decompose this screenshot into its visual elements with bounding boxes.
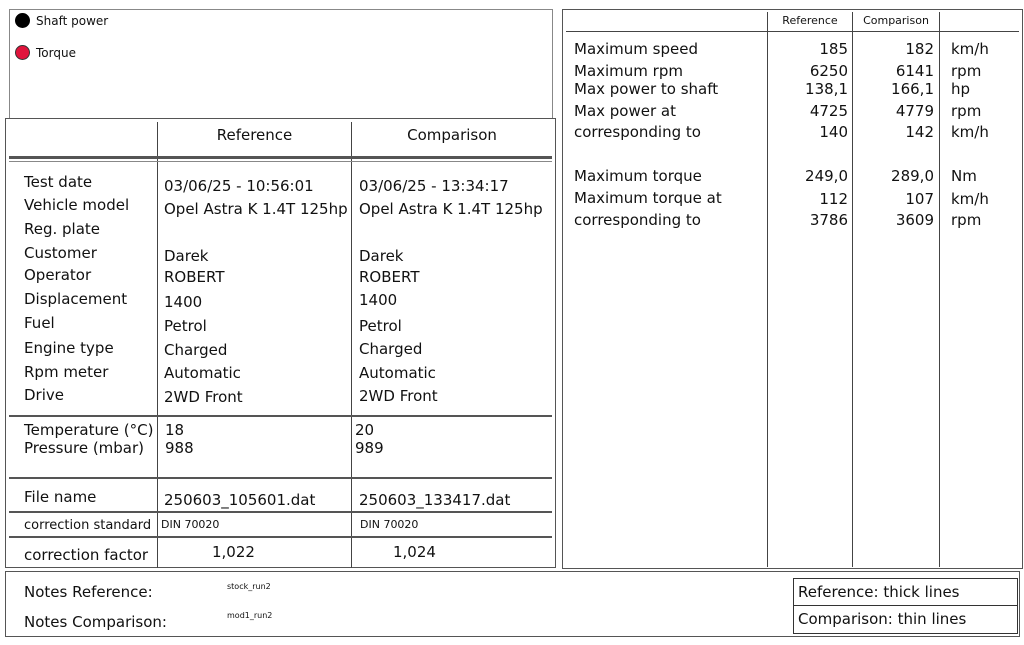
ref-correction-factor: 1,022	[212, 543, 255, 561]
file-name-label: File name	[24, 488, 97, 506]
info-header-reference: Reference	[216, 126, 293, 144]
result-cmp-power-at: 4779	[895, 102, 934, 120]
field-label-operator: Operator	[24, 266, 92, 284]
info-col-divider-2	[351, 122, 352, 568]
result-label-max-rpm: Maximum rpm	[574, 62, 683, 80]
result-cmp-max-speed: 182	[905, 40, 934, 58]
ref-file-name: 250603_105601.dat	[164, 491, 316, 509]
result-ref-max-power: 138,1	[805, 80, 848, 98]
result-ref-torque-at: 112	[819, 190, 848, 208]
ref-pressure: 988	[165, 439, 194, 457]
result-unit-power-speed: km/h	[951, 123, 989, 141]
field-label-vehicle-model: Vehicle model	[24, 196, 130, 214]
info-divider-factor	[9, 536, 552, 538]
info-divider-file	[9, 477, 552, 479]
info-header-rule-thin	[9, 161, 552, 162]
ref-vehicle-model: Opel Astra K 1.4T 125hp	[164, 200, 348, 218]
result-label-max-speed: Maximum speed	[574, 40, 698, 58]
notes-comparison-label: Notes Comparison:	[24, 613, 167, 631]
result-label-max-power: Max power to shaft	[574, 80, 719, 98]
notes-comparison-value: mod1_run2	[227, 611, 273, 620]
info-col-divider-1	[157, 122, 158, 568]
cmp-pressure: 989	[355, 439, 384, 457]
correction-factor-label: correction factor	[24, 546, 149, 564]
info-divider-standard	[9, 511, 552, 513]
result-label-power-at: Max power at	[574, 102, 676, 120]
result-ref-torque-rpm: 3786	[809, 211, 848, 229]
cmp-temperature: 20	[355, 421, 375, 439]
result-unit-max-speed: km/h	[951, 40, 989, 58]
result-ref-max-torque: 249,0	[805, 167, 848, 185]
ref-drive: 2WD Front	[164, 388, 243, 406]
results-header-comparison: Comparison	[863, 14, 929, 27]
info-divider-ambient	[9, 415, 552, 417]
ref-rpm-meter: Automatic	[164, 364, 241, 382]
torque-legend-dot	[15, 45, 30, 60]
info-header-rule	[9, 156, 552, 159]
result-unit-torque-at: km/h	[951, 190, 989, 208]
field-label-reg-plate: Reg. plate	[24, 220, 101, 238]
result-ref-max-rpm: 6250	[809, 62, 848, 80]
field-label-drive: Drive	[24, 386, 64, 404]
ref-customer: Darek	[164, 247, 209, 265]
result-ref-power-speed: 140	[819, 123, 848, 141]
cmp-file-name: 250603_133417.dat	[359, 491, 511, 509]
result-ref-max-speed: 185	[819, 40, 848, 58]
field-label-displacement: Displacement	[24, 290, 128, 308]
result-label-max-torque: Maximum torque	[574, 167, 702, 185]
cmp-test-date: 03/06/25 - 13:34:17	[359, 177, 509, 195]
result-label-power-speed: corresponding to	[574, 123, 701, 141]
cmp-displacement: 1400	[359, 291, 398, 309]
result-cmp-max-power: 166,1	[891, 80, 934, 98]
cmp-vehicle-model: Opel Astra K 1.4T 125hp	[359, 200, 543, 218]
line-key-divider	[794, 605, 1017, 606]
results-col-divider-1	[767, 12, 768, 567]
info-header-comparison: Comparison	[407, 126, 497, 144]
ref-fuel: Petrol	[164, 317, 207, 335]
result-ref-power-at: 4725	[809, 102, 848, 120]
field-label-customer: Customer	[24, 244, 97, 262]
result-cmp-max-torque: 289,0	[891, 167, 934, 185]
result-unit-max-rpm: rpm	[951, 62, 982, 80]
ref-correction-standard: DIN 70020	[161, 518, 220, 531]
results-col-divider-3	[939, 12, 940, 567]
ref-test-date: 03/06/25 - 10:56:01	[164, 177, 314, 195]
cmp-fuel: Petrol	[359, 317, 402, 335]
result-cmp-torque-rpm: 3609	[895, 211, 934, 229]
ref-displacement: 1400	[164, 293, 203, 311]
line-key-comparison: Comparison: thin lines	[798, 610, 967, 628]
result-label-torque-at: Maximum torque at	[574, 189, 722, 207]
field-label-test-date: Test date	[24, 173, 93, 191]
cmp-engine-type: Charged	[359, 340, 423, 358]
shaft-power-legend-dot	[15, 13, 30, 28]
result-cmp-torque-at: 107	[905, 190, 934, 208]
temperature-label: Temperature (°C)	[24, 421, 154, 439]
field-label-rpm-meter: Rpm meter	[24, 363, 109, 381]
notes-reference-value: stock_run2	[227, 582, 271, 591]
cmp-correction-factor: 1,024	[393, 543, 436, 561]
cmp-rpm-meter: Automatic	[359, 364, 436, 382]
result-unit-max-torque: Nm	[951, 167, 977, 185]
ref-engine-type: Charged	[164, 341, 228, 359]
legend-torque-label: Torque	[36, 46, 76, 60]
result-cmp-power-speed: 142	[905, 123, 934, 141]
field-label-fuel: Fuel	[24, 314, 55, 332]
cmp-operator: ROBERT	[359, 268, 420, 286]
cmp-correction-standard: DIN 70020	[360, 518, 419, 531]
ref-operator: ROBERT	[164, 268, 225, 286]
result-cmp-max-rpm: 6141	[895, 62, 934, 80]
results-header-reference: Reference	[782, 14, 838, 27]
result-unit-power-at: rpm	[951, 102, 982, 120]
correction-standard-label: correction standard	[24, 518, 152, 533]
result-unit-max-power: hp	[951, 80, 971, 98]
result-unit-torque-rpm: rpm	[951, 211, 982, 229]
results-col-divider-2	[852, 12, 853, 567]
pressure-label: Pressure (mbar)	[24, 439, 145, 457]
result-label-torque-rpm: corresponding to	[574, 211, 701, 229]
ref-temperature: 18	[165, 421, 185, 439]
field-label-engine-type: Engine type	[24, 339, 114, 357]
cmp-drive: 2WD Front	[359, 387, 438, 405]
notes-reference-label: Notes Reference:	[24, 583, 153, 601]
line-key-reference: Reference: thick lines	[798, 583, 960, 601]
results-header-rule	[566, 31, 1019, 32]
legend-shaft-power-label: Shaft power	[36, 14, 109, 28]
cmp-customer: Darek	[359, 247, 404, 265]
